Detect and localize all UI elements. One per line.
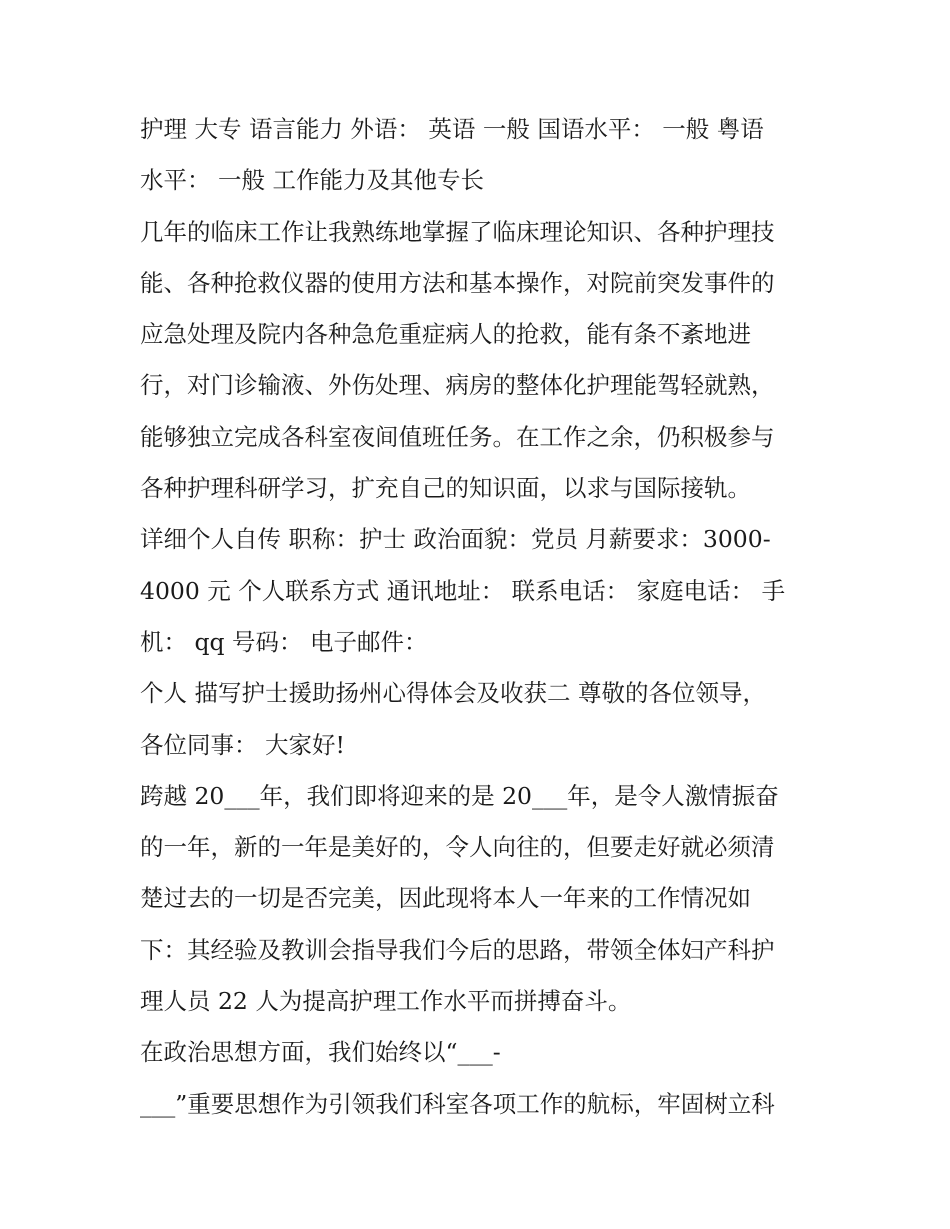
text-line: 水平： 一般 工作能力及其他专长 xyxy=(140,166,484,195)
text-line: 能够独立完成各科室夜间值班任务。在工作之余，仍积极参与 xyxy=(140,422,775,451)
text-line: 个人 描写护士援助扬州心得体会及收获二 尊敬的各位领导， xyxy=(140,679,766,708)
text-line: 各种护理科研学习，扩充自己的知识面，以求与国际接轨。 xyxy=(140,474,751,503)
text-line: 各位同事： 大家好! xyxy=(140,730,345,759)
text-line: ___”重要思想作为引领我们科室各项工作的航标，牢固树立科 xyxy=(140,1089,775,1118)
text-line: 机： qq 号码： 电子邮件： xyxy=(140,627,428,656)
text-line: 楚过去的一切是否完美，因此现将本人一年来的工作情况如 xyxy=(140,884,751,913)
text-line: 行，对门诊输液、外伤处理、病房的整体化护理能驾轻就熟， xyxy=(140,371,775,400)
text-line: 应急处理及院内各种急危重症病人的抢救，能有条不紊地进 xyxy=(140,320,751,349)
text-line: 跨越 20___年，我们即将迎来的是 20___年，是令人激情振奋 xyxy=(140,781,779,810)
text-line: 能、各种抢救仪器的使用方法和基本操作，对院前突发事件的 xyxy=(140,268,775,297)
text-line: 4000 元 个人联系方式 通讯地址： 联系电话： 家庭电话： 手 xyxy=(140,576,786,605)
text-line: 下：其经验及教训会指导我们今后的思路，带领全体妇产科护 xyxy=(140,935,775,964)
document-text xyxy=(140,104,820,1130)
text-line: 几年的临床工作让我熟练地掌握了临床理论知识、各种护理技 xyxy=(140,217,775,246)
text-line: 详细个人自传 职称：护士 政治面貌：党员 月薪要求：3000- xyxy=(140,525,771,554)
text-line: 护理 大专 语言能力 外语： 英语 一般 国语水平： 一般 粤语 xyxy=(140,115,764,143)
text-line: 在政治思想方面，我们始终以“___- xyxy=(140,1038,501,1067)
text-line: 的一年，新的一年是美好的，令人向往的，但要走好就必须清 xyxy=(140,833,775,862)
text-line: 理人员 22 人为提高护理工作水平而拼搏奋斗。 xyxy=(140,987,632,1016)
